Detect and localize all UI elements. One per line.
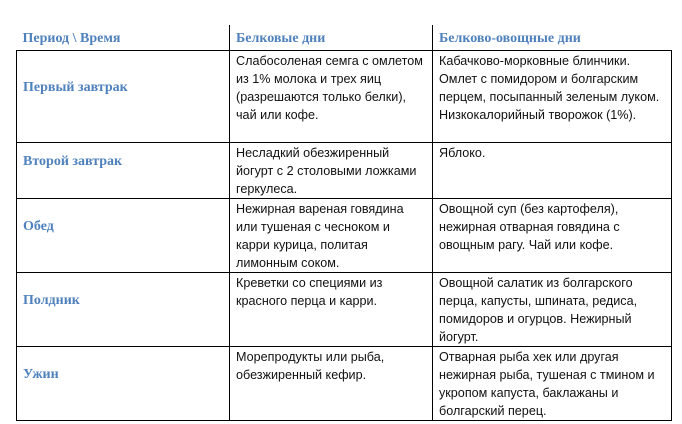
table-row [17, 347, 672, 421]
period-cell [17, 199, 230, 273]
period-label: Первый завтрак [23, 79, 128, 95]
period-label: Второй завтрак [23, 153, 123, 169]
header-protein-days: Белковые дни [230, 25, 433, 51]
table-row [17, 143, 672, 199]
protein-cell: Несладкий обезжиренный йогурт с 2 столовыми ложками геркулеса. [230, 143, 433, 199]
period-label: Ужин [23, 366, 59, 382]
protein-veg-cell: Овощной салатик из болгарского перца, капусты, шпината, редиса, помидоров и огурцов. Нежирный йогурт. [433, 273, 672, 347]
protein-cell: Нежирная вареная говядина или тушеная с чесноком и карри курица, политая лимонным соком. [230, 199, 433, 273]
table-row [17, 199, 672, 273]
table-row [17, 273, 672, 347]
protein-veg-cell: Отварная рыба хек или другая нежирная рыба, тушеная с тмином и укропом капуста, баклажаны и болгарский перец. [433, 347, 672, 421]
protein-cell: Слабосоленая семга с омлетом из 1% молока и трех яиц (разрешаются только белки), чай или кофе. [230, 51, 433, 143]
period-cell [17, 347, 230, 421]
protein-veg-cell: Кабачково-морковные блинчики. Омлет с помидором и болгарским перцем, посыпанный зеленым луком. Низкокалорийный творожок (1%). [433, 51, 672, 143]
protein-cell: Креветки со специями из красного перца и карри. [230, 273, 433, 347]
diet-table [16, 25, 672, 421]
period-cell [17, 273, 230, 347]
period-cell [17, 51, 230, 143]
protein-veg-cell: Яблоко. [433, 143, 672, 199]
period-label: Обед [23, 218, 54, 234]
table-header-row [17, 25, 672, 51]
protein-cell: Морепродукты или рыба, обезжиренный кефир. [230, 347, 433, 421]
header-period: Период \ Время [17, 25, 230, 51]
period-label: Полдник [23, 292, 80, 308]
period-cell [17, 143, 230, 199]
protein-veg-cell: Овощной суп (без картофеля), нежирная отварная говядина с овощным рагу. Чай или кофе. [433, 199, 672, 273]
header-protein-veg-days: Белково-овощные дни [433, 25, 672, 51]
table-row [17, 51, 672, 143]
